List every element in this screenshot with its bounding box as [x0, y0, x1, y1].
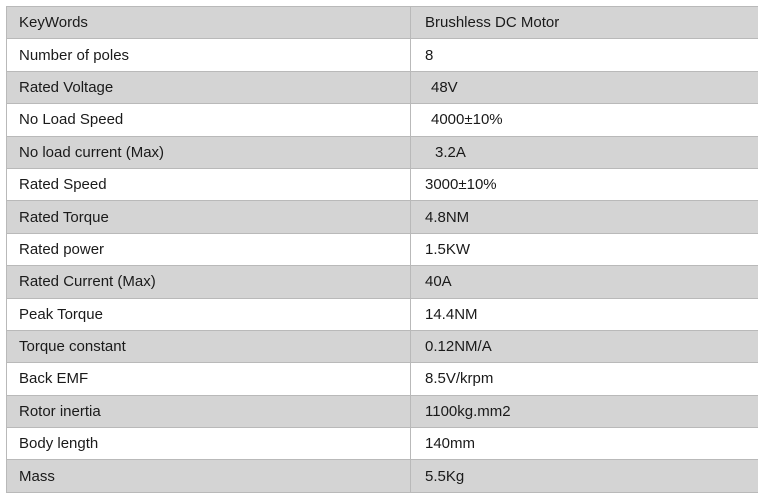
spec-value-cell: 1100kg.mm2: [411, 395, 758, 427]
spec-value-cell: 0.12NM/A: [411, 330, 758, 362]
table-header-row: [7, 7, 758, 39]
spec-value-cell: 140mm: [411, 428, 758, 460]
spec-value-cell: 14.4NM: [411, 298, 758, 330]
spec-key-cell: Rated Voltage: [7, 71, 411, 103]
table-row: [7, 71, 758, 103]
spec-key-cell: Rated power: [7, 233, 411, 265]
spec-value-cell: 8: [411, 39, 758, 71]
spec-value-cell: 5.5Kg: [411, 460, 758, 492]
header-cell-product: Brushless DC Motor: [411, 7, 758, 39]
spec-key-cell: No Load Speed: [7, 104, 411, 136]
spec-key-cell: Peak Torque: [7, 298, 411, 330]
spec-key-cell: Rated Current (Max): [7, 266, 411, 298]
spec-key-cell: Body length: [7, 428, 411, 460]
spec-key-cell: Rated Speed: [7, 168, 411, 200]
spec-value-cell: 1.5KW: [411, 233, 758, 265]
table-row: [7, 428, 758, 460]
table-row: [7, 168, 758, 200]
spec-value-cell: 8.5V/krpm: [411, 363, 758, 395]
spec-table-body: [7, 7, 758, 493]
spec-value-cell: 4000±10%: [411, 104, 758, 136]
spec-value-cell: 4.8NM: [411, 201, 758, 233]
motor-specification-table: [6, 6, 758, 493]
table-row: [7, 266, 758, 298]
table-row: [7, 104, 758, 136]
table-row: [7, 136, 758, 168]
table-row: [7, 233, 758, 265]
spec-key-cell: Torque constant: [7, 330, 411, 362]
table-row: [7, 395, 758, 427]
spec-value-cell: 3000±10%: [411, 168, 758, 200]
table-row: [7, 39, 758, 71]
spec-value-cell: 48V: [411, 71, 758, 103]
spec-key-cell: Rotor inertia: [7, 395, 411, 427]
spec-value-cell: 40A: [411, 266, 758, 298]
spec-key-cell: Back EMF: [7, 363, 411, 395]
table-row: [7, 460, 758, 492]
table-row: [7, 201, 758, 233]
spec-key-cell: Rated Torque: [7, 201, 411, 233]
table-row: [7, 298, 758, 330]
spec-value-cell: 3.2A: [411, 136, 758, 168]
table-row: [7, 363, 758, 395]
spec-key-cell: Number of poles: [7, 39, 411, 71]
spec-key-cell: Mass: [7, 460, 411, 492]
header-cell-keywords: KeyWords: [7, 7, 411, 39]
spec-key-cell: No load current (Max): [7, 136, 411, 168]
table-row: [7, 330, 758, 362]
